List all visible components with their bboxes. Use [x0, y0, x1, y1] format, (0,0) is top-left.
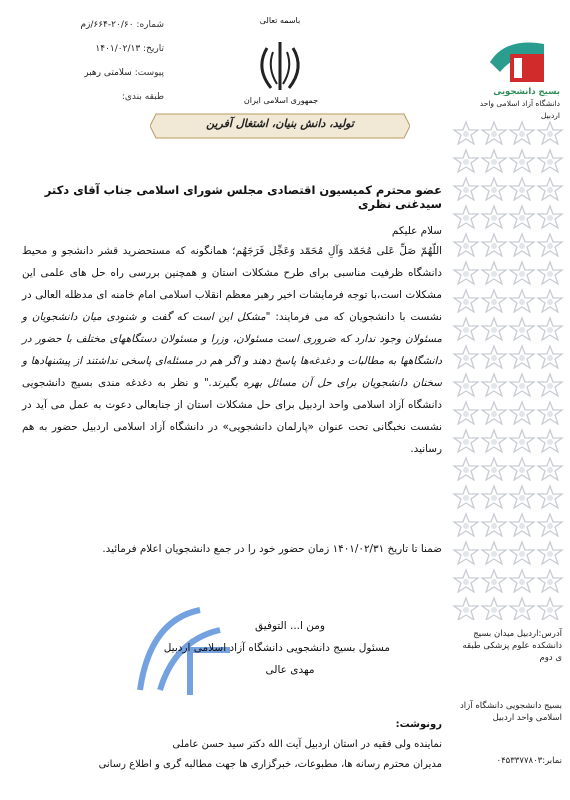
logo-title: بسیج دانشجویی: [493, 87, 560, 97]
greeting: سلام علیکم: [391, 225, 442, 237]
logo-subtitle: دانشگاه آزاد اسلامی واحد اردبیل: [479, 99, 560, 120]
islamic-pattern-icon: [452, 120, 564, 620]
recipient-line: عضو محترم کمیسیون اقتصادی مجلس شورای اسلامی جناب آقای دکتر سیدغنی نظری: [44, 183, 442, 211]
meta-date: تاریخ: ۱۴۰۱/۰۲/۱۳: [95, 44, 164, 54]
body-paragraph-2: ضمنا تا تاریخ ۱۴۰۱/۰۲/۳۱ زمان حضور خود را در جمع دانشجویان اعلام فرمائید.: [102, 543, 442, 555]
meta-number: شماره: ۲۰/۶۰-۶۶۴/زم: [80, 20, 164, 30]
cc-line-1: نماینده ولی فقیه در استان اردبیل آیت الله دکتر سید حسن عاملی: [172, 739, 442, 750]
slogan-text: تولید، دانش بنیان، اشتغال آفرین: [206, 117, 354, 130]
closing-line: ومن ا... التوفیق: [255, 620, 325, 632]
cc-title: رونوشت:: [395, 719, 442, 730]
signature-block: [150, 615, 390, 681]
cc-block: [22, 715, 442, 775]
para2-text: و نظر به دغدغه مندی بسیج دانشجویی دانشگاه آزاد اسلامی واحد اردبیل برای حل مشکلات استان از جنابعالی دعوت به عمل می آید در نشست نخبگانی تحت عنوان «پارلمان دانشجویی» در دانشگاه آزاد اسلامی اردبیل حضور به هم رسانید.: [22, 377, 442, 455]
meta-attachment: پیوست: سلامتی رهبر: [84, 68, 164, 78]
meta-classification: طبقه بندی:: [121, 92, 164, 102]
iran-emblem-icon: [245, 36, 315, 96]
sidebar: [448, 0, 570, 800]
sidebar-office: بسیج دانشجویی دانشگاه آزاد اسلامی واحد اردبیل: [460, 701, 562, 723]
bismillah: باسمه تعالی: [259, 16, 301, 25]
sidebar-address: آدرس:اردبیل میدان بسیج دانشکده علوم پزشکی طبقه ی دوم: [462, 629, 562, 663]
sidebar-phone: نمابر:۰۴۵۳۳۷۷۸۰۳: [496, 756, 562, 766]
signer-name: مهدی عالی: [265, 664, 315, 676]
signer-position: مسئول بسیج دانشجویی دانشگاه آزاد اسلامی اردبیل: [163, 642, 390, 654]
para1-text: اللّهُمّ صَلِّ عَلی مُحَمّد وَآلِ مُحَمّد وَعَجِّل فَرَجَهُم؛ همانگونه که مستحضرید قشر دانشجو و محیط دانشگاه ظرفیت مناسبی برای طرح مشکلات استان و همچنین بررسی راه حل های علمی این مشکلات است،با توجه فرمایشات اخیر رهبر معظم انقلاب اسلامی امام خامنه ای مدظله العالی در نشست با دانشجویان که می فرمایند:: [22, 245, 442, 323]
body-paragraph-1: [22, 240, 442, 460]
country-name: جمهوری اسلامی ایران: [243, 96, 319, 105]
basij-logo-icon: [486, 32, 548, 84]
cc-line-2: مدیران محترم رسانه ها، مطبوعات، خبرگزاری ها جهت مطالبه گری و اطلاع رسانی: [98, 759, 442, 770]
leader-quote: "مشکل این است که گفت و شنودی میان دانشجویان و مسئولان وجود ندارد که ضروری است مسئولان، وزرا و مسئولان دستگاههای مختلف با حضور در دانشگاهها به مطالبات و دغدغه‌ها پاسخ دهند و اگر هم در مسئله‌ای پاسخی نداشتند از پیشنهادها و سخنان دانشجویان برای حل آن مسائل بهره بگیرند.": [22, 311, 442, 389]
